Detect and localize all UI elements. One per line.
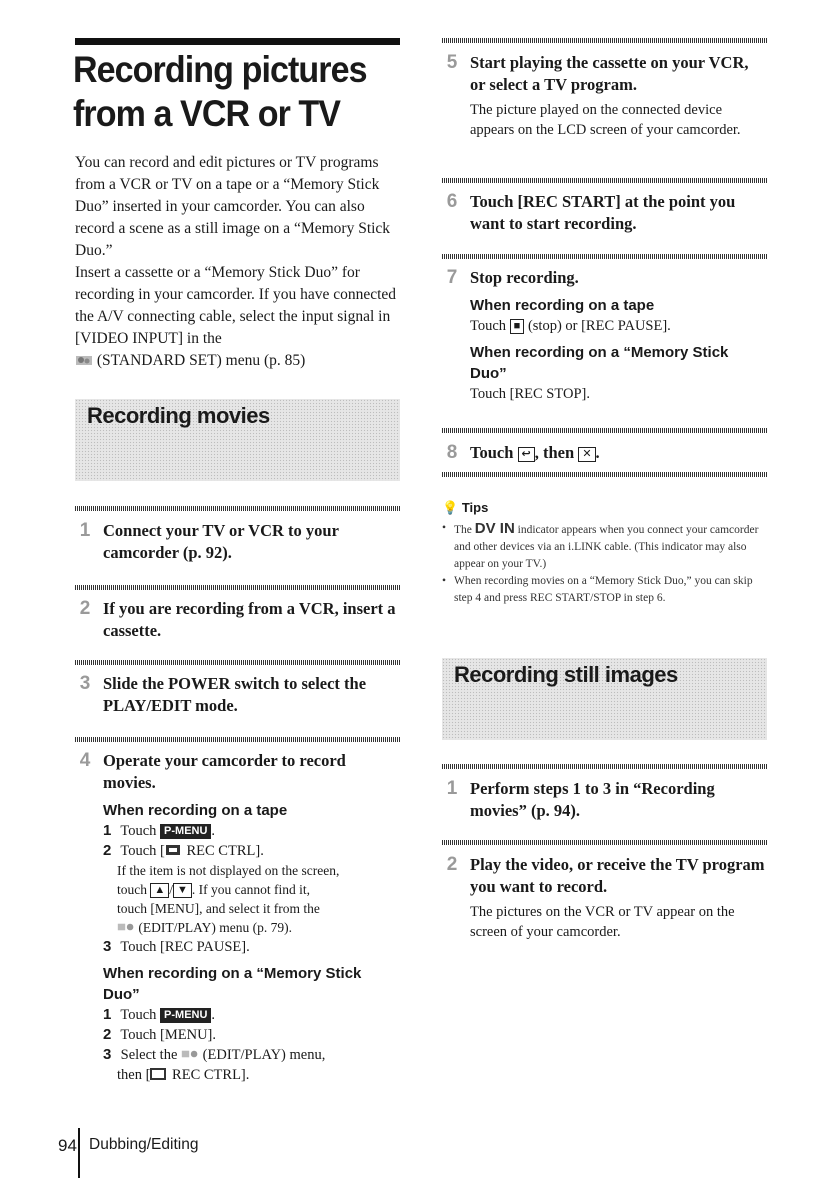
item-text: touch bbox=[117, 882, 147, 897]
footer-section-label: Dubbing/Editing bbox=[89, 1136, 199, 1153]
tape-note: If the item is not displayed on the screen, bbox=[117, 863, 340, 878]
edit-play-icon bbox=[117, 921, 135, 933]
step-heading: Connect your TV or VCR to your camcorder (p. 92). bbox=[103, 521, 339, 562]
divider bbox=[75, 585, 400, 590]
step-4 bbox=[75, 750, 400, 1085]
page-title bbox=[73, 48, 377, 136]
item-number: 1 bbox=[103, 1006, 112, 1023]
item-text: then [ bbox=[117, 1067, 151, 1083]
item-text: . bbox=[211, 823, 216, 839]
title-line-1: Recording pictures bbox=[73, 49, 367, 90]
divider bbox=[442, 472, 767, 477]
tape-note: touch [MENU], and select it from the bbox=[117, 901, 320, 916]
divider bbox=[442, 428, 767, 433]
tape-subheading: When recording on a tape bbox=[103, 802, 288, 819]
tip-text: indicator appears when you connect your camcorder and other devices via an i.LINK cable. (This indicator may also appear on your TV.) bbox=[454, 524, 759, 570]
item-text: Touch bbox=[120, 823, 157, 839]
stick-item-1 bbox=[103, 1005, 400, 1025]
step-heading: Slide the POWER switch to select the PLAY/EDIT mode. bbox=[103, 674, 367, 715]
divider bbox=[442, 38, 767, 43]
step-number: 1 bbox=[79, 520, 91, 541]
item-text: REC CTRL]. bbox=[186, 843, 264, 859]
tips-title: Tips bbox=[461, 500, 489, 515]
step-number: 8 bbox=[446, 442, 458, 463]
scroll-up-icon: ▲ bbox=[150, 883, 169, 898]
return-icon: ↩ bbox=[518, 447, 535, 462]
item-text: . bbox=[211, 1007, 216, 1023]
divider bbox=[75, 737, 400, 742]
p-menu-icon: P-MENU bbox=[160, 1008, 211, 1023]
item-text: Touch [MENU]. bbox=[120, 1027, 217, 1043]
step-6 bbox=[442, 191, 767, 235]
stick-item-3 bbox=[103, 1045, 400, 1065]
step-number: 6 bbox=[446, 191, 458, 212]
tip-item bbox=[442, 520, 767, 573]
item-text: (EDIT/PLAY) menu, bbox=[202, 1047, 326, 1063]
divider bbox=[75, 660, 400, 665]
item-number: 3 bbox=[103, 1046, 112, 1063]
lightbulb-icon: 💡 bbox=[442, 500, 459, 515]
dv-in-badge: DV IN bbox=[474, 520, 515, 537]
item-number: 3 bbox=[103, 938, 112, 955]
intro-text bbox=[75, 152, 397, 372]
standard-set-icon bbox=[75, 354, 93, 366]
step-number: 2 bbox=[79, 598, 91, 619]
tape-subheading: When recording on a tape bbox=[470, 297, 655, 314]
step-heading: Perform steps 1 to 3 in “Recording movies” (p. 94). bbox=[470, 779, 715, 820]
scroll-down-icon: ▼ bbox=[173, 883, 192, 898]
title-rule bbox=[75, 38, 400, 45]
item-text: Touch [REC PAUSE]. bbox=[120, 939, 250, 955]
step-number: 3 bbox=[79, 673, 91, 694]
item-text: . If you cannot find it, bbox=[191, 882, 311, 897]
stick-item-2 bbox=[103, 1025, 400, 1045]
step-heading: Start playing the cassette on your VCR, or select a TV program. bbox=[470, 53, 749, 94]
stick-stop-line: Touch [REC STOP]. bbox=[470, 386, 590, 402]
stop-icon: ■ bbox=[510, 319, 525, 334]
step-heading: Play the video, or receive the TV program you want to record. bbox=[470, 855, 765, 896]
recording-stills-band bbox=[442, 658, 767, 740]
tape-item-3 bbox=[103, 937, 400, 957]
divider bbox=[442, 764, 767, 769]
step-heading: Touch [REC START] at the point you want to start recording. bbox=[470, 192, 736, 233]
item-text: (stop) or [REC PAUSE]. bbox=[527, 318, 671, 334]
divider bbox=[442, 254, 767, 259]
edit-play-icon bbox=[181, 1048, 199, 1060]
footer-rule bbox=[78, 1128, 80, 1178]
recording-movies-title: Recording movies bbox=[87, 403, 270, 428]
step-number: 1 bbox=[446, 778, 458, 799]
step-body: The picture played on the connected device appears on the LCD screen of your camcorder. bbox=[470, 102, 741, 138]
step-heading: Operate your camcorder to record movies. bbox=[103, 751, 346, 792]
item-text: , then bbox=[534, 443, 575, 462]
item-text: (EDIT/PLAY) menu (p. 79). bbox=[138, 920, 292, 935]
step-number: 5 bbox=[446, 52, 458, 73]
step-heading bbox=[470, 442, 767, 464]
step-heading: If you are recording from a VCR, insert a cassette. bbox=[103, 599, 396, 640]
divider bbox=[75, 506, 400, 511]
stick-item-3-cont bbox=[117, 1065, 400, 1085]
tape-item-2 bbox=[103, 841, 400, 861]
step-5 bbox=[442, 52, 767, 140]
step-7 bbox=[442, 267, 767, 404]
rec-ctrl-icon bbox=[150, 1068, 168, 1080]
intro-paragraph-2: Insert a cassette or a “Memory Stick Duo” for recording in your camcorder. If you have connected the A/V connecting cable, select the input signal in [VIDEO INPUT] in the bbox=[75, 264, 397, 347]
step-8 bbox=[442, 442, 767, 464]
item-number: 1 bbox=[103, 822, 112, 839]
step-number: 7 bbox=[446, 267, 458, 288]
item-text: REC CTRL]. bbox=[172, 1067, 250, 1083]
stick-subheading: When recording on a “Memory Stick Duo” bbox=[470, 344, 729, 382]
recording-movies-band bbox=[75, 399, 400, 481]
stick-subheading: When recording on a “Memory Stick Duo” bbox=[103, 965, 362, 1003]
tape-note bbox=[117, 918, 400, 937]
item-number: 2 bbox=[103, 1026, 112, 1043]
item-number: 2 bbox=[103, 842, 112, 859]
item-text: . bbox=[595, 443, 600, 462]
still-step-2 bbox=[442, 854, 767, 942]
tips bbox=[442, 500, 767, 607]
intro-paragraph-3: (STANDARD SET) menu (p. 85) bbox=[96, 352, 306, 369]
item-text: Touch bbox=[120, 1007, 157, 1023]
divider bbox=[442, 840, 767, 845]
item-text: Touch bbox=[470, 443, 514, 462]
recording-stills-title: Recording still images bbox=[454, 662, 678, 687]
tape-note: touch ▲ / ▼ . If you cannot find it, bbox=[117, 882, 311, 897]
still-step-1 bbox=[442, 778, 767, 822]
tape-item-1 bbox=[103, 821, 400, 841]
step-3 bbox=[75, 673, 400, 717]
intro-paragraph-1: You can record and edit pictures or TV programs from a VCR or TV on a tape or a “Memory Stick Duo” inserted in your camcorder. You can also record a scene as a still image on a “Memory Stick Duo.” bbox=[75, 154, 391, 259]
tip-text: The bbox=[454, 524, 472, 536]
item-text: Select the bbox=[120, 1047, 178, 1063]
step-2 bbox=[75, 598, 400, 642]
tip-item: • When recording movies on a “Memory Stick Duo,” you can skip step 4 and press REC START/STOP in step 6. bbox=[442, 573, 767, 607]
step-number: 4 bbox=[79, 750, 91, 771]
title-line-2: from a VCR or TV bbox=[73, 93, 341, 134]
step-1 bbox=[75, 520, 400, 564]
page-number: 94 bbox=[58, 1136, 77, 1155]
rec-ctrl-icon bbox=[165, 844, 183, 856]
p-menu-icon: P-MENU bbox=[160, 824, 211, 839]
item-text: Touch bbox=[470, 318, 507, 334]
step-body: The pictures on the VCR or TV appear on the screen of your camcorder. bbox=[470, 904, 735, 940]
tape-stop-line bbox=[470, 316, 767, 336]
step-heading: Stop recording. bbox=[470, 268, 579, 287]
step-number: 2 bbox=[446, 854, 458, 875]
close-icon: ✕ bbox=[578, 447, 595, 462]
item-text: Touch [ bbox=[120, 843, 165, 859]
divider bbox=[442, 178, 767, 183]
tips-heading bbox=[442, 500, 767, 516]
